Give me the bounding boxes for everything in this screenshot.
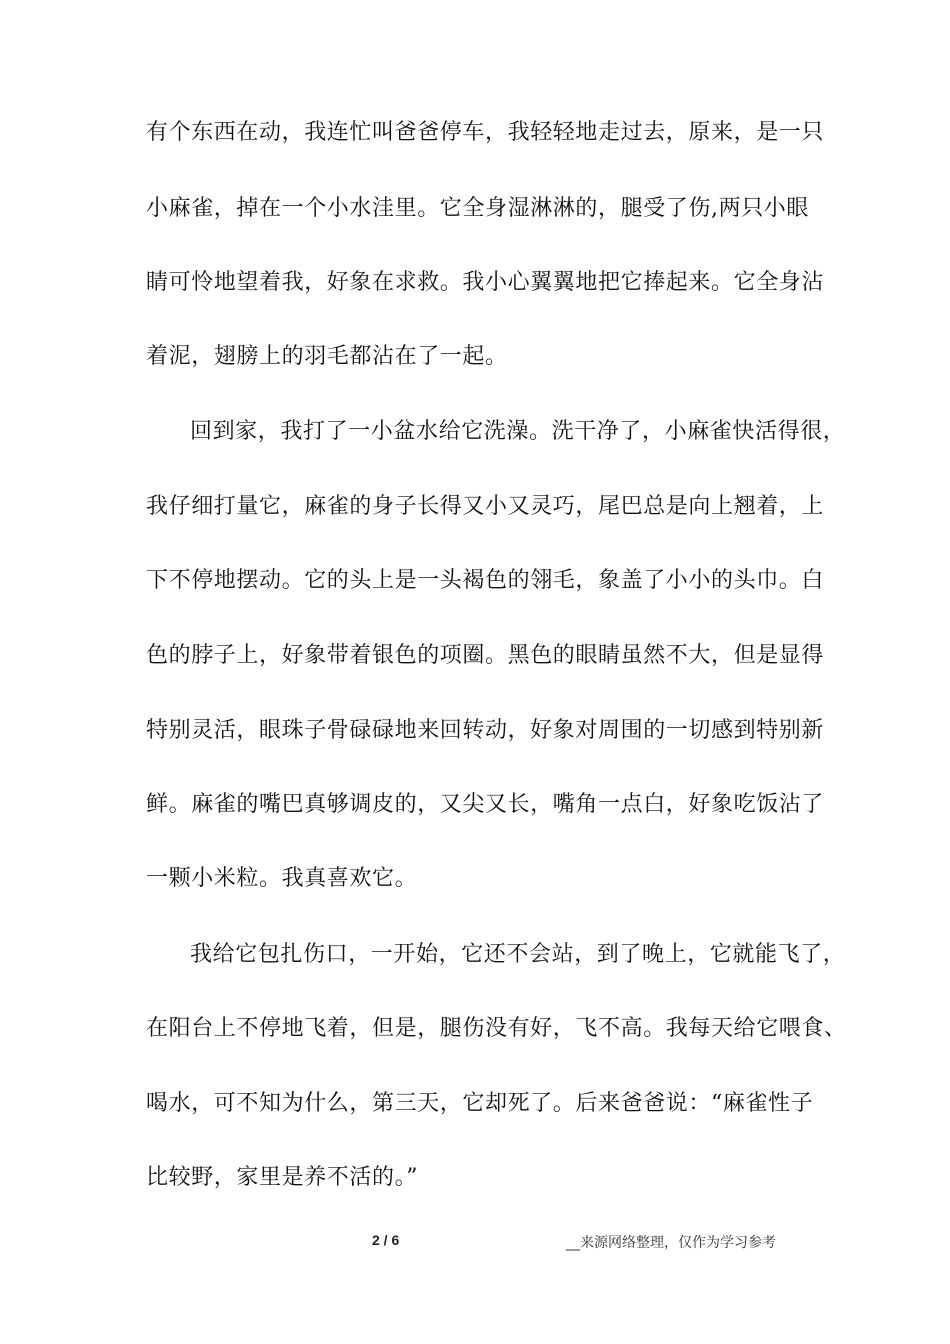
text-line: 喝水，可不知为什么，第三天，它却死了。后来爸爸说：“麻雀性子 bbox=[146, 1091, 814, 1116]
text-line: 一颗小米粒。我真喜欢它。 bbox=[146, 866, 418, 891]
text-line: 我给它包扎伤口，一开始，它还不会站，到了晚上，它就能飞了， bbox=[190, 942, 846, 967]
text-line: 鲜。麻雀的嘴巴真够调皮的，又尖又长，嘴角一点白，好象吃饭沾了 bbox=[146, 792, 825, 817]
text-line: 我仔细打量它，麻雀的身子长得又小又灵巧，尾巴总是向上翘着，上 bbox=[146, 494, 825, 519]
text-line: 回到家，我打了一小盆水给它洗澡。洗干净了，小麻雀快活得很， bbox=[190, 419, 846, 444]
text-line: 在阳台上不停地飞着，但是，腿伤没有好，飞不高。我每天给它喂食、 bbox=[146, 1016, 847, 1041]
page-number: 2 / 6 bbox=[372, 1232, 400, 1248]
text-line: 比较野，家里是养不活的。” bbox=[146, 1165, 419, 1190]
footer-note: __来源网络整理，仅作为学习参考 bbox=[566, 1235, 776, 1251]
text-line: 睛可怜地望着我，好象在求救。我小心翼翼地把它捧起来。它全身沾 bbox=[146, 270, 825, 295]
text-line: 着泥，翅膀上的羽毛都沾在了一起。 bbox=[146, 344, 508, 369]
text-line: 色的脖子上，好象带着银色的项圈。黑色的眼睛虽然不大，但是显得 bbox=[146, 643, 825, 668]
text-line: 下不停地摆动。它的头上是一头褐色的翎毛，象盖了小小的头巾。白 bbox=[146, 568, 825, 593]
text-line: 特别灵活，眼珠子骨碌碌地来回转动，好象对周围的一切感到特别新 bbox=[146, 718, 825, 743]
text-line: 小麻雀，掉在一个小水洼里。它全身湿淋淋的，腿受了伤,两只小眼 bbox=[146, 196, 809, 221]
text-line: 有个东西在动，我连忙叫爸爸停车，我轻轻地走过去，原来，是一只 bbox=[146, 120, 825, 145]
